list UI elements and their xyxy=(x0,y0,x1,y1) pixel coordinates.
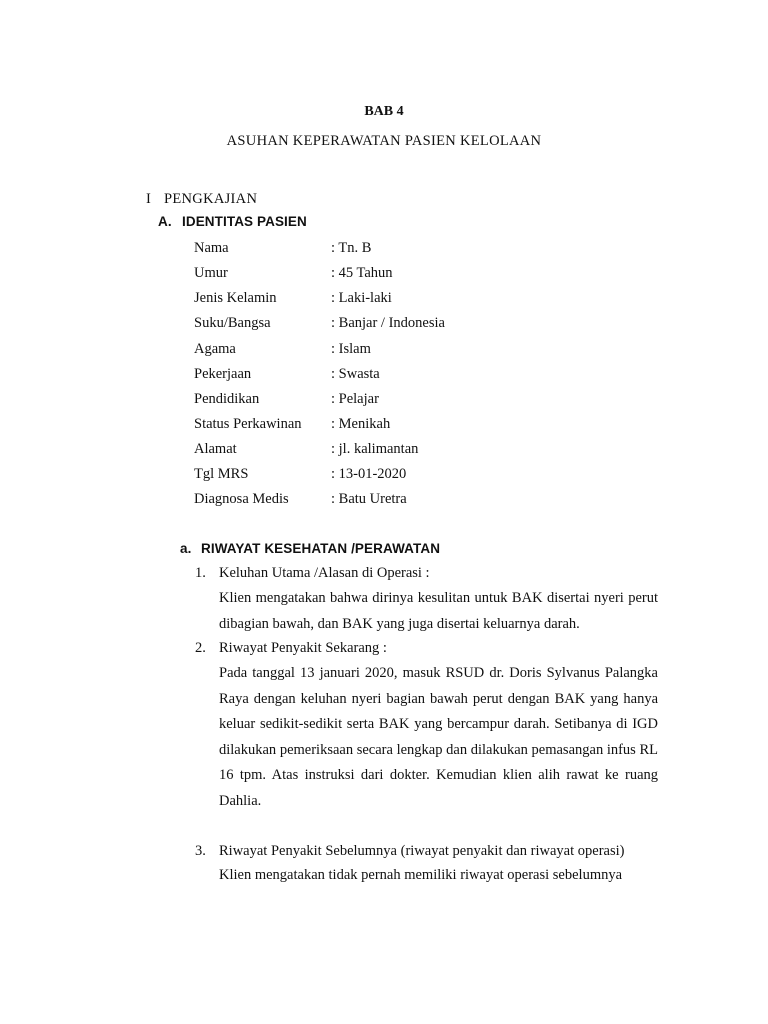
section-heading: PENGKAJIAN xyxy=(164,191,258,207)
identity-label: Status Perkawinan xyxy=(194,416,302,432)
history-item-body: Klien mengatakan bahwa dirinya kesulitan untuk BAK disertai nyeri perut dibagian bawah, dan BAK yang juga disertai keluarnya darah. xyxy=(219,590,658,632)
identity-label: Tgl MRS xyxy=(194,466,249,482)
identity-label: Nama xyxy=(194,240,229,256)
subsection-label: A. xyxy=(158,214,172,229)
identity-value: : Pelajar xyxy=(331,391,379,407)
history-item-number: 1. xyxy=(195,565,206,581)
identity-label: Pendidikan xyxy=(194,391,260,407)
identity-label: Alamat xyxy=(194,441,237,457)
identity-label: Jenis Kelamin xyxy=(194,290,277,306)
identity-label: Umur xyxy=(194,265,228,281)
history-item-body: Pada tanggal 13 januari 2020, masuk RSUD dr. Doris Sylvanus Palangka Raya dengan keluhan nyeri bagian bawah perut dengan BAK yang hanya keluar sedikit-sedikit serta BAK yang bercampur darah. Setibanya di IGD dilakukan pemeriksaan secara lengkap dan dilakukan pemasangan infus RL 16 tpm. Atas instruksi dari dokter. Kemudian klien alih rawat ke ruang Dahlia. xyxy=(219,665,658,809)
identity-value: : Menikah xyxy=(331,416,391,432)
history-item-heading: Riwayat Penyakit Sebelumnya (riwayat penyakit dan riwayat operasi) xyxy=(219,843,625,859)
subsection-heading: IDENTITAS PASIEN xyxy=(182,214,307,229)
identity-value: : Laki-laki xyxy=(331,290,392,306)
identity-value: : 45 Tahun xyxy=(331,265,393,281)
chapter-heading: BAB 4 xyxy=(364,104,404,119)
identity-value: : 13-01-2020 xyxy=(331,466,407,482)
identity-value: : jl. kalimantan xyxy=(331,441,419,457)
history-item-number: 3. xyxy=(195,843,206,859)
identity-value: : Banjar / Indonesia xyxy=(331,315,445,331)
identity-value: : Swasta xyxy=(331,366,380,382)
identity-label: Agama xyxy=(194,341,236,357)
identity-label: Pekerjaan xyxy=(194,366,252,382)
history-label: a. xyxy=(180,541,192,556)
history-item-number: 2. xyxy=(195,640,206,656)
identity-label: Diagnosa Medis xyxy=(194,491,289,507)
identity-value: : Islam xyxy=(331,341,371,357)
history-heading: RIWAYAT KESEHATAN /PERAWATAN xyxy=(201,541,441,556)
document-title: ASUHAN KEPERAWATAN PASIEN KELOLAAN xyxy=(226,133,542,149)
history-item-heading: Riwayat Penyakit Sekarang : xyxy=(219,640,387,656)
identity-value: : Tn. B xyxy=(331,240,372,256)
history-item-body: Klien mengatakan tidak pernah memiliki riwayat operasi sebelumnya xyxy=(219,867,623,883)
section-numeral: I xyxy=(146,191,152,207)
identity-value: : Batu Uretra xyxy=(331,491,407,507)
history-item-heading: Keluhan Utama /Alasan di Operasi : xyxy=(219,565,430,581)
identity-label: Suku/Bangsa xyxy=(194,315,271,331)
